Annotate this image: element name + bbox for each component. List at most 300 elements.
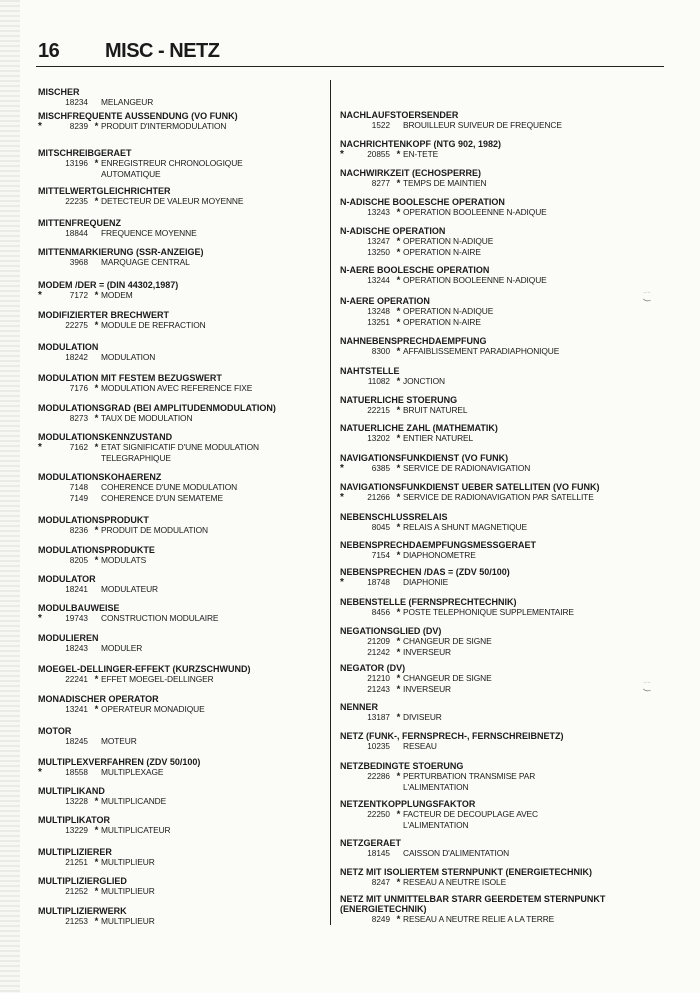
star-mark: * bbox=[396, 405, 401, 416]
dictionary-entry bbox=[340, 265, 666, 286]
french-translation: MULTIPLEXAGE bbox=[101, 767, 164, 777]
entry-marker: * bbox=[340, 149, 344, 160]
french-translation: CAISSON D'ALIMENTATION bbox=[403, 848, 510, 858]
entry-number: 13248 bbox=[367, 307, 390, 316]
star-mark: * bbox=[396, 673, 401, 684]
entry-number: 21266 bbox=[367, 493, 390, 502]
star-mark: * bbox=[94, 158, 99, 169]
dictionary-entry bbox=[38, 247, 322, 268]
translation-line bbox=[38, 320, 322, 331]
french-translation: MODULATION AVEC REFERENCE FIXE bbox=[101, 383, 253, 393]
french-translation: PRODUIT D'INTERMODULATION bbox=[101, 121, 227, 131]
translation-line bbox=[340, 149, 666, 160]
translation-line bbox=[340, 522, 666, 533]
entry-number: 13250 bbox=[367, 248, 390, 257]
french-translation: TEMPS DE MAINTIEN bbox=[403, 178, 487, 188]
entry-term: NACHRICHTENKOPF (NTG 902, 1982) bbox=[340, 139, 502, 149]
entry-term: NEBENSPRECHEN /DAS = (ZDV 50/100) bbox=[340, 567, 510, 577]
french-translation: RESEAU A NEUTRE RELIE A LA TERRE bbox=[403, 914, 555, 924]
dictionary-entry bbox=[38, 664, 322, 685]
french-translation: OPERATION BOOLEENNE N-ADIQUE bbox=[403, 275, 547, 285]
star-mark: * bbox=[94, 290, 99, 301]
star-mark: * bbox=[396, 178, 401, 189]
translation-line bbox=[340, 771, 666, 782]
entry-number: 7176 bbox=[69, 384, 88, 393]
translation-line bbox=[340, 207, 666, 218]
dictionary-entry bbox=[38, 342, 322, 363]
dictionary-entry bbox=[340, 663, 666, 695]
entry-number: 18242 bbox=[65, 353, 88, 362]
star-mark: * bbox=[396, 433, 401, 444]
star-mark: * bbox=[396, 522, 401, 533]
translation-line bbox=[38, 442, 322, 453]
translation-line bbox=[340, 120, 666, 131]
dictionary-entry bbox=[340, 731, 666, 752]
french-translation: ETAT SIGNIFICATIF D'UNE MODULATION bbox=[101, 442, 259, 452]
entry-number: 10235 bbox=[367, 742, 390, 751]
translation-line bbox=[38, 886, 322, 897]
dictionary-entry bbox=[38, 218, 322, 239]
entry-number: 22215 bbox=[367, 406, 390, 415]
star-mark: * bbox=[396, 684, 401, 695]
entry-term: MODULATIONSKENNZUSTAND bbox=[38, 432, 173, 442]
star-mark: * bbox=[396, 809, 401, 820]
dictionary-entry bbox=[340, 838, 666, 859]
entry-number: 7148 bbox=[69, 483, 88, 492]
entry-term: MODULATIONSKOHAERENZ bbox=[38, 472, 162, 482]
entry-number: 13241 bbox=[65, 705, 88, 714]
translation-line bbox=[340, 306, 666, 317]
entry-number: 8239 bbox=[69, 122, 88, 131]
star-mark: * bbox=[396, 149, 401, 160]
entry-term: MODULATOR bbox=[38, 574, 96, 584]
translation-line bbox=[340, 247, 666, 258]
translation-line bbox=[38, 196, 322, 207]
entry-term: MULTIPLIZIERER bbox=[38, 847, 112, 857]
entry-term: MODULATIONSPRODUKTE bbox=[38, 545, 155, 555]
french-translation: MODULATION bbox=[101, 352, 156, 362]
french-translation: OPERATION N-ADIQUE bbox=[403, 306, 494, 316]
entry-term: NATUERLICHE ZAHL (MATHEMATIK) bbox=[340, 423, 498, 433]
entry-term: MODULATION bbox=[38, 342, 99, 352]
french-translation: OPERATION N-ADIQUE bbox=[403, 236, 494, 246]
french-translation: INVERSEUR bbox=[403, 647, 451, 657]
dictionary-entry bbox=[38, 847, 322, 868]
french-translation: BRUIT NATUREL bbox=[403, 405, 468, 415]
entry-term: MULTIPLIKATOR bbox=[38, 815, 110, 825]
translation-line bbox=[38, 482, 322, 493]
dictionary-entry bbox=[38, 633, 322, 654]
french-translation: CHANGEUR DE SIGNE bbox=[403, 673, 492, 683]
french-translation: MODULATEUR bbox=[101, 584, 159, 594]
translation-line bbox=[38, 916, 322, 927]
translation-continued: L'ALIMENTATION bbox=[403, 820, 469, 830]
entry-number: 19743 bbox=[65, 614, 88, 623]
translation-line bbox=[38, 796, 322, 807]
french-translation: MODEM bbox=[101, 290, 133, 300]
translation-line bbox=[38, 825, 322, 836]
translation-line bbox=[38, 767, 322, 778]
french-translation: CHANGEUR DE SIGNE bbox=[403, 636, 492, 646]
dictionary-entry bbox=[340, 761, 666, 792]
french-translation: RELAIS A SHUNT MAGNETIQUE bbox=[403, 522, 527, 532]
dictionary-entry bbox=[340, 423, 666, 444]
entry-number: 22235 bbox=[65, 197, 88, 206]
entry-number: 13228 bbox=[65, 797, 88, 806]
dictionary-entry bbox=[340, 395, 666, 416]
entry-number: 21252 bbox=[65, 887, 88, 896]
entry-number: 21243 bbox=[367, 685, 390, 694]
dictionary-entry bbox=[38, 373, 322, 394]
star-mark: * bbox=[94, 525, 99, 536]
entry-number: 22286 bbox=[367, 772, 390, 781]
dictionary-entry bbox=[38, 472, 322, 504]
entry-number: 1522 bbox=[371, 121, 390, 130]
french-translation: PRODUIT DE MODULATION bbox=[101, 525, 208, 535]
entry-number: 13187 bbox=[367, 713, 390, 722]
entry-number: 13196 bbox=[65, 159, 88, 168]
french-translation: OPERATEUR MONADIQUE bbox=[101, 704, 205, 714]
entry-term: NEBENSCHLUSSRELAIS bbox=[340, 512, 448, 522]
entry-number: 13243 bbox=[367, 208, 390, 217]
french-translation: MULTIPLIEUR bbox=[101, 886, 155, 896]
french-translation: DIVISEUR bbox=[403, 712, 442, 722]
translation-line bbox=[340, 433, 666, 444]
dictionary-entry bbox=[340, 867, 666, 888]
translation-line bbox=[340, 178, 666, 189]
translation-line bbox=[38, 121, 322, 132]
entry-term: MOEGEL-DELLINGER-EFFEKT (KURZSCHWUND) bbox=[38, 664, 251, 674]
dictionary-entry bbox=[38, 906, 322, 927]
french-translation: AFFAIBLISSEMENT PARADIAPHONIQUE bbox=[403, 346, 560, 356]
star-mark: * bbox=[396, 236, 401, 247]
dictionary-entry bbox=[340, 366, 666, 387]
french-translation: MULTIPLIEUR bbox=[101, 916, 155, 926]
entry-marker: * bbox=[38, 290, 42, 301]
translation-line bbox=[340, 607, 666, 618]
translation-line bbox=[340, 463, 666, 474]
entry-term: MITSCHREIBGERAET bbox=[38, 148, 132, 158]
dictionary-entry bbox=[340, 626, 666, 658]
translation-line bbox=[38, 290, 322, 301]
french-translation: MODULATS bbox=[101, 555, 147, 565]
french-translation: MODULE DE REFRACTION bbox=[101, 320, 206, 330]
entry-term: MODULIEREN bbox=[38, 633, 99, 643]
dictionary-entry bbox=[340, 540, 666, 561]
entry-term: NETZ MIT ISOLIERTEM STERNPUNKT (ENERGIETECHNIK) bbox=[340, 867, 592, 877]
dictionary-entry bbox=[38, 432, 322, 463]
star-mark: * bbox=[94, 121, 99, 132]
translation-line bbox=[340, 275, 666, 286]
french-translation: MOTEUR bbox=[101, 736, 137, 746]
dictionary-entry bbox=[340, 226, 666, 258]
dictionary-entry bbox=[38, 515, 322, 536]
translation-line bbox=[38, 613, 322, 624]
dictionary-entry bbox=[38, 310, 322, 331]
star-mark: * bbox=[94, 196, 99, 207]
translation-line bbox=[38, 704, 322, 715]
translation-line bbox=[340, 376, 666, 387]
french-translation: OPERATION N-AIRE bbox=[403, 247, 481, 257]
entry-number: 22250 bbox=[367, 810, 390, 819]
entry-number: 13229 bbox=[65, 826, 88, 835]
entry-term: N-ADISCHE OPERATION bbox=[340, 226, 446, 236]
french-translation: RESEAU A NEUTRE ISOLE bbox=[403, 877, 507, 887]
translation-line bbox=[340, 492, 666, 503]
french-translation: FREQUENCE MOYENNE bbox=[101, 228, 197, 238]
entry-term: MODULATIONSPRODUKT bbox=[38, 515, 149, 525]
entry-term: NEBENSTELLE (FERNSPRECHTECHNIK) bbox=[340, 597, 517, 607]
translation-line bbox=[340, 914, 666, 925]
translation-line bbox=[38, 857, 322, 868]
dictionary-entry bbox=[38, 574, 322, 595]
star-mark: * bbox=[94, 674, 99, 685]
entry-term: MOTOR bbox=[38, 726, 72, 736]
translation-line bbox=[340, 550, 666, 561]
french-translation: MODULER bbox=[101, 643, 143, 653]
french-translation: OPERATION N-AIRE bbox=[403, 317, 481, 327]
entry-number: 8249 bbox=[371, 915, 390, 924]
star-mark: * bbox=[94, 704, 99, 715]
entry-term: MODULATION MIT FESTEM BEZUGSWERT bbox=[38, 373, 222, 383]
star-mark: * bbox=[396, 647, 401, 658]
entry-number: 18245 bbox=[65, 737, 88, 746]
french-translation: MARQUAGE CENTRAL bbox=[101, 257, 190, 267]
entry-marker: * bbox=[340, 577, 344, 588]
entry-term: NAHTSTELLE bbox=[340, 366, 400, 376]
entry-number: 8273 bbox=[69, 414, 88, 423]
translation-line bbox=[340, 405, 666, 416]
translation-line bbox=[340, 712, 666, 723]
french-translation: INVERSEUR bbox=[403, 684, 451, 694]
star-mark: * bbox=[396, 317, 401, 328]
star-mark: * bbox=[396, 207, 401, 218]
star-mark: * bbox=[94, 857, 99, 868]
entry-term: NETZBEDINGTE STOERUNG bbox=[340, 761, 464, 771]
french-translation: DIAPHONIE bbox=[403, 577, 449, 587]
dictionary-entry bbox=[38, 726, 322, 747]
dictionary-entry bbox=[340, 702, 666, 723]
entry-number: 18844 bbox=[65, 229, 88, 238]
french-translation: MULTIPLICANDE bbox=[101, 796, 167, 806]
translation-line bbox=[38, 228, 322, 239]
entry-term: MITTELWERTGLEICHRICHTER bbox=[38, 186, 171, 196]
entry-term: NETZGERAET bbox=[340, 838, 402, 848]
translation-line bbox=[38, 736, 322, 747]
star-mark: * bbox=[94, 383, 99, 394]
entry-number: 18145 bbox=[367, 849, 390, 858]
entry-number: 8045 bbox=[371, 523, 390, 532]
entry-number: 18558 bbox=[65, 768, 88, 777]
dictionary-entry bbox=[340, 597, 666, 618]
star-mark: * bbox=[94, 555, 99, 566]
entry-term: NEGATOR (DV) bbox=[340, 663, 406, 673]
entry-number: 18243 bbox=[65, 644, 88, 653]
translation-line bbox=[38, 674, 322, 685]
star-mark: * bbox=[94, 442, 99, 453]
entry-term: MULTIPLEXVERFAHREN (ZDV 50/100) bbox=[38, 757, 201, 767]
french-translation: ENREGISTREUR CHRONOLOGIQUE bbox=[101, 158, 243, 168]
dictionary-entry bbox=[340, 296, 666, 328]
dictionary-entry bbox=[340, 894, 666, 925]
entry-term: MULTIPLIZIERGLIED bbox=[38, 876, 127, 886]
translation-line bbox=[340, 684, 666, 695]
translation-line bbox=[340, 848, 666, 859]
dictionary-entry bbox=[38, 603, 322, 624]
entry-number: 7154 bbox=[371, 551, 390, 560]
entry-number: 21210 bbox=[367, 674, 390, 683]
entry-term: NACHWIRKZEIT (ECHOSPERRE) bbox=[340, 168, 481, 178]
translation-line bbox=[340, 346, 666, 357]
french-translation: BROUILLEUR SUIVEUR DE FREQUENCE bbox=[403, 120, 562, 130]
entry-term: NEGATIONSGLIED (DV) bbox=[340, 626, 442, 636]
entry-marker: * bbox=[340, 463, 344, 474]
translation-line bbox=[38, 352, 322, 363]
entry-term: NETZ (FUNK-, FERNSPRECH-, FERNSCHREIBNETZ) bbox=[340, 731, 564, 741]
dictionary-entry bbox=[38, 87, 322, 108]
page-title: MISC - NETZ bbox=[105, 40, 220, 62]
translation-line bbox=[38, 158, 322, 169]
star-mark: * bbox=[396, 346, 401, 357]
dictionary-entry bbox=[38, 545, 322, 566]
entry-term: MODIFIZIERTER BRECHWERT bbox=[38, 310, 169, 320]
entry-term: N-AERE BOOLESCHE OPERATION bbox=[340, 265, 490, 275]
entry-marker: * bbox=[38, 613, 42, 624]
entry-term: MISCHFREQUENTE AUSSENDUNG (VO FUNK) bbox=[38, 111, 238, 121]
star-mark: * bbox=[94, 916, 99, 927]
star-mark: * bbox=[396, 275, 401, 286]
star-mark: * bbox=[396, 914, 401, 925]
french-translation: COHERENCE D'UNE MODULATION bbox=[101, 482, 238, 492]
entry-marker: * bbox=[38, 121, 42, 132]
entry-number: 7149 bbox=[69, 494, 88, 503]
entry-term: MITTENFREQUENZ bbox=[38, 218, 121, 228]
entry-term: NETZ MIT UNMITTELBAR STARR GEERDETEM STERNPUNKT bbox=[340, 894, 606, 904]
entry-number: 13244 bbox=[367, 276, 390, 285]
french-translation: SERVICE DE RADIONAVIGATION PAR SATELLITE bbox=[403, 492, 594, 502]
entry-marker: * bbox=[38, 442, 42, 453]
french-translation: OPERATION BOOLEENNE N-ADIQUE bbox=[403, 207, 547, 217]
french-translation: MULTIPLIEUR bbox=[101, 857, 155, 867]
dictionary-entry bbox=[38, 876, 322, 897]
star-mark: * bbox=[94, 320, 99, 331]
entry-number: 21253 bbox=[65, 917, 88, 926]
translation-line bbox=[38, 257, 322, 268]
entry-term: NAHNEBENSPRECHDAEMPFUNG bbox=[340, 336, 487, 346]
translation-line bbox=[340, 636, 666, 647]
entry-term: MODULBAUWEISE bbox=[38, 603, 120, 613]
entry-number: 22275 bbox=[65, 321, 88, 330]
translation-line bbox=[340, 317, 666, 328]
french-translation: ENTIER NATUREL bbox=[403, 433, 474, 443]
entry-number: 20855 bbox=[367, 150, 390, 159]
french-translation: EN-TETE bbox=[403, 149, 439, 159]
french-translation: EFFET MOEGEL-DELLINGER bbox=[101, 674, 214, 684]
entry-term: NATUERLICHE STOERUNG bbox=[340, 395, 458, 405]
star-mark: * bbox=[94, 413, 99, 424]
entry-number: 18234 bbox=[65, 98, 88, 107]
entry-number: 7172 bbox=[69, 291, 88, 300]
french-translation: SERVICE DE RADIONAVIGATION bbox=[403, 463, 531, 473]
entry-term: N-ADISCHE BOOLESCHE OPERATION bbox=[340, 197, 505, 207]
star-mark: * bbox=[396, 636, 401, 647]
star-mark: * bbox=[396, 771, 401, 782]
translation-continued: TELEGRAPHIQUE bbox=[101, 453, 171, 463]
entry-term: MITTENMARKIERUNG (SSR-ANZEIGE) bbox=[38, 247, 204, 257]
dictionary-entry bbox=[38, 786, 322, 807]
entry-number: 21251 bbox=[65, 858, 88, 867]
entry-term: MULTIPLIZIERWERK bbox=[38, 906, 127, 916]
french-translation: COHERENCE D'UN SEMATEME bbox=[101, 493, 223, 503]
entry-number: 3968 bbox=[69, 258, 88, 267]
translation-line bbox=[340, 577, 666, 588]
dictionary-entry bbox=[38, 186, 322, 207]
entry-number: 8277 bbox=[371, 179, 390, 188]
entry-term: NENNER bbox=[340, 702, 379, 712]
entry-number: 13251 bbox=[367, 318, 390, 327]
star-mark: * bbox=[396, 492, 401, 503]
entry-term: MODEM /DER = (DIN 44302,1987) bbox=[38, 280, 179, 290]
dictionary-entry bbox=[340, 139, 666, 160]
star-mark: * bbox=[396, 247, 401, 258]
translation-line bbox=[38, 525, 322, 536]
translation-line bbox=[38, 493, 322, 504]
french-translation: MULTIPLICATEUR bbox=[101, 825, 171, 835]
entry-number: 8205 bbox=[69, 556, 88, 565]
french-translation: PERTURBATION TRANSMISE PAR bbox=[403, 771, 536, 781]
entry-term: MONADISCHER OPERATOR bbox=[38, 694, 159, 704]
dictionary-entry bbox=[38, 694, 322, 715]
star-mark: * bbox=[94, 796, 99, 807]
entry-term: MULTIPLIKAND bbox=[38, 786, 105, 796]
translation-continued: L'ALIMENTATION bbox=[403, 782, 469, 792]
star-mark: * bbox=[396, 607, 401, 618]
dictionary-entry bbox=[38, 757, 322, 778]
french-translation: JONCTION bbox=[403, 376, 446, 386]
entry-term: NETZENTKOPPLUNGSFAKTOR bbox=[340, 799, 476, 809]
entry-number: 7162 bbox=[69, 443, 88, 452]
french-translation: MELANGEUR bbox=[101, 97, 154, 107]
dictionary-entry bbox=[340, 110, 666, 131]
translation-line bbox=[340, 236, 666, 247]
column-divider bbox=[330, 80, 331, 925]
french-translation: DIAPHONOMETRE bbox=[403, 550, 476, 560]
entry-number: 13247 bbox=[367, 237, 390, 246]
entry-term: MISCHER bbox=[38, 87, 80, 97]
entry-term: MODULATIONSGRAD (BEI AMPLITUDENMODULATION) bbox=[38, 403, 276, 413]
entry-term: N-AERE OPERATION bbox=[340, 296, 430, 306]
french-translation: TAUX DE MODULATION bbox=[101, 413, 193, 423]
star-mark: * bbox=[396, 550, 401, 561]
entry-number: 8456 bbox=[371, 608, 390, 617]
translation-line bbox=[38, 413, 322, 424]
french-translation: DETECTEUR DE VALEUR MOYENNE bbox=[101, 196, 244, 206]
entry-number: 6385 bbox=[371, 464, 390, 473]
translation-line bbox=[38, 643, 322, 654]
entry-marker: * bbox=[340, 492, 344, 503]
dictionary-entry bbox=[340, 168, 666, 189]
dictionary-entry bbox=[38, 280, 322, 301]
dictionary-entry bbox=[38, 403, 322, 424]
page-number: 16 bbox=[38, 40, 60, 62]
entry-number: 8236 bbox=[69, 526, 88, 535]
star-mark: * bbox=[396, 306, 401, 317]
dictionary-entry bbox=[340, 482, 666, 503]
dictionary-entry bbox=[340, 512, 666, 533]
dictionary-entry bbox=[340, 799, 666, 830]
translation-line bbox=[38, 97, 322, 108]
translation-line bbox=[38, 555, 322, 566]
